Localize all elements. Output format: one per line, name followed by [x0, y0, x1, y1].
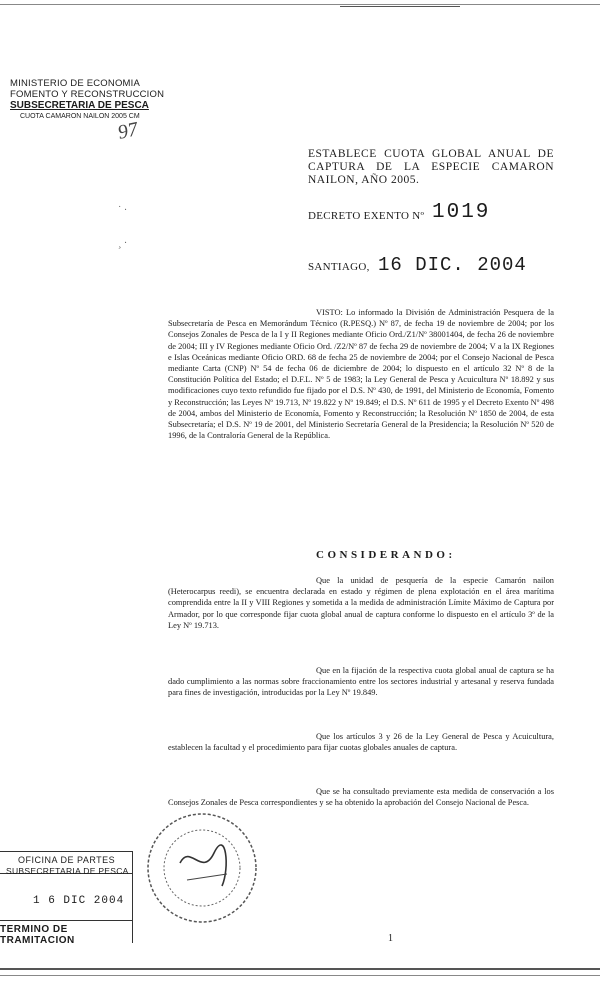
stamp-office-label: OFICINA DE PARTES — [18, 855, 116, 865]
ministry-header — [10, 78, 190, 122]
considerando-text: Que se ha consultado previamente esta medida de conservación a los Consejos Zonales de Pesca correspondientes y se ha obtenido la aprobación del Consejo Nacional de Pesca. — [168, 787, 554, 808]
visto-paragraph — [168, 307, 554, 441]
handwritten-note: 97 — [115, 118, 140, 144]
decreto-label: DECRETO EXENTO Nº — [308, 210, 425, 222]
considerando-paragraph — [168, 665, 554, 699]
top-rule — [0, 4, 600, 5]
considerando-heading: CONSIDERANDO: — [316, 549, 456, 561]
ministry-line1: MINISTERIO DE ECONOMIA — [10, 78, 141, 89]
file-reference: CUOTA CAMARON NAILON 2005 CM — [20, 113, 140, 120]
subsecretaria-label: SUBSECRETARIA DE PESCA — [10, 100, 149, 111]
scan-marks: ¸ · — [118, 238, 128, 249]
considerando-paragraph — [168, 786, 554, 808]
decree-title: ESTABLECE CUOTA GLOBAL ANUAL DE CAPTURA DE LA ESPECIE CAMARON NAILON, AÑO 2005. — [308, 148, 554, 186]
visto-text: VISTO: Lo informado la División de Administración Pesquera de la Subsecretaría de Pesca en Memorándum Técnico (R.PESQ.) Nº 87, de fecha 19 de noviembre de 2004; por los Consejos Zonales de Pesca de la I y II Regiones mediante Oficio Ord./Z1/Nº 38001404, de fecha 26 de noviembre de 2004; III y IV Regiones mediante Oficio Ord. /Z2/Nº 87 de fecha 29 de noviembre de 2004; V a la IX Regiones e Islas Oceánicas mediante Oficio ORD. 68 de fecha 25 de noviembre de 2004; por el Consejo Nacional de Pesca mediante Carta (CNP) Nº 54 de fecha 06 de diciembre de 2004; lo dispuesto en el artículo 32 Nº 8 de la Constitución Política del Estado; el D.F.L. Nº 5 de 1983; la Ley General de Pesca y Acuicultura Nº 18.892 y sus modificaciones cuyo texto refundido fue fijado por el D.S. Nº 430, de 1991, del Ministerio de Economía, Fomento y Reconstrucción; las Leyes Nº 19.713, Nº 19.822 y Nº 19.849; el D.S. Nº 611 de 1995 y el Decreto Exento Nº 498 de 2004, ambos del Ministerio de Economía, Fomento y Reconstrucción; la Resolución Nº 1850 de 2004, de esta Subsecretaría; el D.S. Nº 19 de 2001, del Ministerio Secretaría General de la Presidencia; la Resolución Nº 520 de 1996, de la Contraloría General de la República. — [168, 308, 554, 441]
considerando-paragraph — [168, 575, 554, 631]
considerando-text: Que la unidad de pesquería de la especie Camarón nailon (Heterocarpus reedi), se encuentra declarada en estado y régimen de plena explotación en el área marítima comprendida entre la II y VIII Regiones y sometida a la medida de administración Límite Máximo de Captura por Armador, por lo que corresponde fijar cuota global anual de captura conforme lo dispuesto en el artículo 3º de la Ley Nº 19.713. — [168, 576, 554, 630]
considerando-text: Que en la fijación de la respectiva cuota global anual de captura se ha dado cumplimiento a las normas sobre fraccionamiento entre los sectores industrial y artesanal y reserva fundada para fines de investigación, introducidas por la Ley Nº 19.849. — [168, 666, 554, 698]
stamp-subsecretaria-label: SUBSECRETARIA DE PESCA — [6, 866, 129, 876]
bottom-rule — [0, 975, 600, 976]
top-rule-short — [340, 6, 460, 7]
stamp-date: 1 6 DIC 2004 — [33, 895, 125, 907]
considerando-text: Que los artículos 3 y 26 de la Ley General de Pesca y Acuicultura, establecen la facultad y el procedimiento para fijar cuotas globales anuales de captura. — [168, 732, 554, 753]
page-number: 1 — [388, 933, 393, 944]
decreto-number: 1019 — [432, 201, 491, 224]
ministry-line2: FOMENTO Y RECONSTRUCCION — [10, 89, 165, 100]
santiago-date: 16 DIC. 2004 — [378, 254, 527, 276]
santiago-label: SANTIAGO, — [308, 261, 370, 273]
office-stamp — [0, 843, 132, 946]
stamp-rule — [132, 851, 133, 943]
bottom-rule — [0, 968, 600, 970]
scan-marks: ˙ · — [118, 205, 128, 216]
considerando-paragraph — [168, 731, 554, 753]
official-seal — [142, 808, 262, 928]
stamp-termino-label: TERMINO DE TRAMITACION — [0, 924, 75, 946]
